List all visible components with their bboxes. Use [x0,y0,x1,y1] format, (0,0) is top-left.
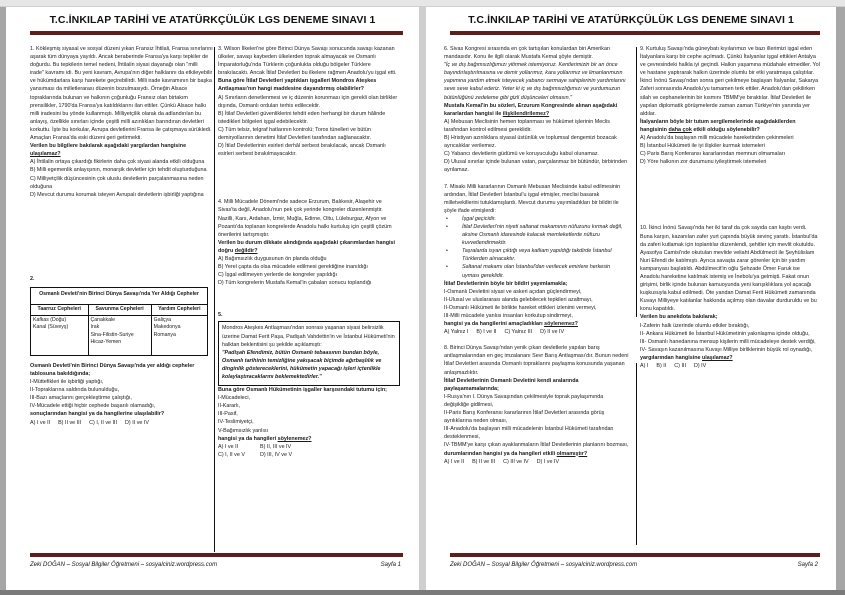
question-stem: Verilen bu anekdota bakılarak; [640,314,718,321]
question-prompt: yargılarından hangisine ulaşılamaz? [640,354,733,361]
statement: II-Topraklarına saldırıda bulunulduğu, [30,387,119,394]
page-title: T.C.İNKILAP TARİHİ VE ATATÜRKÇÜLÜK LGS DENEME SINAVI 1 [468,14,794,26]
footer-author: Zeki DOĞAN – Sosyal Bilgiler Öğretmeni – sosyalciniz.wordpress.com [450,562,638,568]
question-stem: Buna göre İtilaf Devletleri yaptıkları işgalleri Mondros Ateşkes Antlaşması'nın hangi maddesine dayandırmış olabilirler? [218,78,377,93]
box-text: Mondros Ateşkes Antlaşması'ndan sonrası yaşanan siyasi belirsizlik üzerine Damat Ferit Paşa, Padişah Vahdettin'in ve İstanbul Hükümeti'nin halktan beklentisini şu şekilde açıklamıştı: [222,325,395,348]
option-d: D) Ulusal sınırlar içinde bulunan vatan, parçalanmaz bir bütündür, birbirinden ayrılamaz. [444,159,628,174]
statement: II-Paris Barış Konferansı kararlarının İtilaf Devletleri arasında görüş ayrılıklarına neden olması, [444,410,605,425]
statement: IV-Mücadele ettiği hiçbir cephede başarılı olamadığı, [30,403,156,410]
question-body: 9. Kurtuluş Savaşı'nda güneybatı kıyılarımızı ve bazı illerimizi işgal eden İtalyanlara karşı bir cephe açılmadı. Çünkü İtalyanlar işgal ettikleri Antalya ve çevresindeki halkla iyi geçindi. Halkın yaşamına müdahale etmediler. Yol ve hastane yaptırarak halkın üzerinde olumlu bir etki yaratmaya çalıştılar. İkinci İnönü Savaşı'ndan sonra geri çekilmeye başlayan İtalyanlar, Sakarya Zaferi sonrasında Anadolu'yu tamamen terk ettiler. Anadolu'dan çekilirken silah ve cephanelerinin bir kısmını TBMM'ye bıraktılar. İtilaf Devletleri ile yapılan diplomatik görüşmelerde zaman zaman Türkiye'nin yanında yer aldılar. [640,46,820,117]
statement: IV- Savaşın kazanılmasına Kuvayı Milliye birliklerinin büyük rol oynadığı, [640,346,813,353]
options-grid [218,443,400,459]
table-caption: Osmanlı Devleti'nin Birinci Dünya Savaşı'nda Yer Aldığı Cepheler [31,287,208,305]
statement: II-Kararlı, [218,403,241,410]
question-prompt: sonuçlarından hangisi ya da hangilerine ulaşılabilir? [30,411,165,418]
table-cell: Çanakkale Irak Sina-Filistin-Suriye Hicaz-Yemen [88,315,151,355]
box-quote: "Padişah Efendimiz, bütün Osmanlı tebaasının bundan böyle, Osmanlı tarihinin temizliğine yakışacak biçimde ağırbaşlılık ve dinginlik göstereceklerini, hükümetin yapacağı işleri içtenlikle kolaylaştıracaklarını beklemektedirler." [222,349,382,380]
question-10 [640,224,820,370]
option-a: A) I ve II [30,419,51,426]
bullet-item: • Taşralarda isyan çıktığı veya katliam yapıldığı takdirde İstanbul Türklerden alınacaktır. [462,247,629,263]
column-left [30,45,213,427]
statement: IV-TBMM'ye karşı çıkan ayaklanmaların İtilaf Devletlerinin planlarını bozması, [444,442,629,449]
option-c: C) I, II ve V [218,451,245,458]
question-body: 1. Kökleşmiş siyasal ve sosyal düzeni yıkan Fransız İhtilali, Fransa sınırlarını aşarak tüm dünyaya yayıldı. Ancak beraberinde Fransa'ya karşı tepkiler de doğurdu. Bu tepkilerin temel nedeni, İhtilalin siyasi dayanağı olan "milli irade" kavramı idi. Bu yeni kavram, Avrupa'nın diğer halklarını da etkileyebilir ve hükümdarlara karşı harekete geçirebilirdi. Milli irade kavramının bir başka yansıması da milletlerarası düzenin bozulmasıydı. Örneğin Alsace topraklarında bulunan ve halkının çoğunluğu Fransız olan birtakım prensilikler, 1790'da Fransa'ya katıldıklarını ilan ettiler. Çünkü Alsace halkı milli iradesini bu yönde kullanmıştı. Milliyetçilik olarak da adlandırılan bu anlayış, özellikle sınırları içinde çeşitli milli azınlıkları barındıran devletleri korkuttu. İşte bu korkular, Avrupa devletlerini Fransa ile çatışmaya sürükledi. Amaçları Fransa'da eski düzeni geri getirmekti. [30,46,213,142]
table-header: Savunma Cepheleri [88,305,151,316]
viewer-top-bar [0,0,845,7]
options-row [444,458,629,466]
option-a: A) I [640,363,649,369]
question-stem: Mustafa Kemal'in bu sözleri, Erzurum Kongresinde alınan aşağıdaki kararlardan hangisi ile ilişkilendirilemez? [444,102,618,117]
statement: III-Anadolu'da başlayan milli mücadelenin İstanbul Hükümeti tarafından desteklenmesi, [444,426,614,441]
bullet-item: • Saltanat makamı olan İstanbul'dan verilecek emirlere herkesin uyması gereklidir. [462,263,629,279]
option-d: D) III, IV ve V [260,451,293,458]
question-2 [30,275,213,427]
question-body: 4. Milli Mücadele Dönemi'nde sadece Erzurum, Balıkesir, Alaşehir ve Sivas'ta değil, Anadolu'nun pek çok yerinde kongreler düzenlenmiştir. Nazilli, Kars, Ardahan, İzmir, Muğla, Edirne, Oltu, Lüleburgaz, Afyon ve Pozantı'da toplanan kongrelerde Anadolu halkı kurtuluş için çeşitli çözüm önerilerini tartışmıştır. [218,199,392,238]
question-stem: İtalyanların böyle bir tutum sergilemelerinde aşağıdakilerden hangisinin daha çok etkili olduğu söylenebilir? [640,118,796,133]
footer-rule [450,553,820,557]
question-7 [444,183,629,337]
question-body: 7. Misakı Milli kararlarının Osmanlı Mebusan Meclisinde kabul edilmesinin ardından, İtilaf Devletleri İstanbul'u işgal etmişler, meclisi basarak milletvekillerini tutuklamışlardı. Mevcut durumu yayımladıkları bir bildiri ile şöyle ifade etmişlerdi: [444,183,621,214]
statement: II-Osmanlı Hükümeti ile birlikte hareket ettikleri izlenimi vermeyi, [444,304,597,311]
statement: III-Bazı amaçlarını gerçekleştirme çalıştığı, [30,395,132,402]
option-d: D) Mevcut durumu korumak isteyen Avrupalı devletlerin işbirliği yaptığına [30,191,204,198]
option-d: D) İtilaf Devletlerinin esirleri derhâl serbest bırakılacak, ancak Osmanlı esirleri serbest bırakılmayacaktır. [218,143,386,158]
option-d: D) Yöre halkının zor durumunu iyileştirmek istemeleri [640,159,767,166]
question-body: 10. İkinci İnönü Savaşı'nda her iki taraf da çok sayıda can kaybı verdi. Buna karşın, kazanılan zafer yurt çapında büyük sevinç yarattı. İstanbul'da da zaferi kutlamak için toplantılar düzenlendi, şehitler için mevlit okutuldu. Ayasofya Camisi'nde okutulan mevlide veliaht Abdülmecit ile Şeyhülislam Nuri Efendi de katılmıştı. Ayrıca savaşta zarar görenler için bir yardım kampanyası başlatıldı. Abdülmecit'in oğlu Şehzade Ömer Faruk ise Anadolu hareketine katılmak istemiş ve İnebolu'ya gelmişti. Fakat onun girişimi, birlik içinde bulunan kamuoyunda yeni karışıklıklara yol açacağı kuşkusuyla kabul edilmedi. Öte yandan Damat Ferit Hükümeti zamanında Kuvayı Milliyeye katılanlar hakkında açılmış olan davalar durduruldu ve bu konu kapatıldı. [640,225,818,313]
title-rule [30,31,403,35]
option-d: D) II ve IV [540,329,565,336]
statement: IV-Teslimiyetçi, [218,419,254,426]
question-stem: Osmanlı Devleti'nin Birinci Dünya Savaşı'nda yer aldığı cepheler tablosuna bakıldığında; [30,362,195,377]
column-divider [636,363,637,545]
option-d: D) II ve IV [125,419,149,426]
statement: II- Ankara Hükümeti ile İstanbul Hükümetinin yakınlaşma içinde olduğu, [640,330,810,337]
bullet-list [444,215,629,280]
question-stem: İtilaf Devletlerinin Osmanlı Devletini kendi aralarında paylaşamamalarında; [444,377,579,392]
question-8 [444,344,629,465]
option-b: B) Hristiyan azınlıklara siyasal üstünlük ve toplumsal dengemizi bozacak ayrıcalıklar verilemez. [444,135,617,150]
footer-author: Zeki DOĞAN – Sosyal Bilgiler Öğretmeni – sosyalciniz.wordpress.com [30,562,218,568]
option-b: B) II ve III [58,419,82,426]
column-right [640,45,820,370]
question-number: 2. [30,275,35,282]
question-prompt: hangisi ya da hangileri söylenemez? [218,435,312,442]
option-c: C) III ve IV [503,458,529,465]
option-a: A) I ve II [218,443,239,450]
bullet-item: • İtilaf Devletleri'nin niyeti saltanat makamının nüfuzunu kırmak değil, aksine Osmanlı idaresinde kalacak memleketlerde nüfuzu kuvvetlendirmektir. [462,223,629,247]
quote-box [218,321,400,386]
option-a: A) I ve II [444,458,465,465]
option-b: B) İtilaf Devletleri güvenliklerini tehdit eden herhangi bir durum hâlinde istedikleri bölgeleri işgal edebilecektir. [218,110,386,125]
option-d: D) I ve IV [536,458,560,465]
question-3 [218,45,400,158]
footer-rule [30,553,403,557]
question-stem: Verilen bu bilgilere bakılarak aşağıdaki yargılardan hangisine ulaşılamaz? [30,143,187,158]
table-cell: Kafkas (Doğu) Kanal (Süveyş) [31,315,89,355]
question-body: 8. Birinci Dünya Savaşı'ndan yenik çıkan devletlerle yapılan barış antlaşmalarından en geç imzalananı Sevr Barış Antlaşması'dır. Bunun nedeni İtilaf Devletleri arasında Osmanlı topraklarını paylaşma konusunda yaşanan anlaşmazlıktır. [444,345,629,376]
statement: I-Mücadeleci, [218,395,251,402]
statement: I-Müttefikleri ile işbirliği yaptığı, [30,379,104,386]
question-stem: Buna göre Osmanlı Hükümetinin işgaller karşısındaki tutumu için; [218,387,387,394]
option-b: B) Yerel çapta da olsa mücadele edilmesi gerektiğine inanıldığı [218,264,368,271]
option-a: A) İhtilalin ortaya çıkardığı fikirlerin daha çok siyasi alanda etkili olduğuna [30,159,205,166]
fronts-table [30,287,208,356]
question-prompt: durumlarından hangisi ya da hangileri etkili olmamıştır? [444,450,588,457]
viewer-bottom-bar [0,590,845,595]
statement: III- Osmanlı hanedanına mensup kişilerin milli mücadeleye destek verdiği, [640,338,816,345]
option-c: C) Paris Barış Konferansı kararlarından memnun olmamaları [640,151,786,158]
statement: V-Bağımsızlık yanlısı [218,427,269,434]
page-number: Sayfa 2 [797,562,818,568]
option-a: A) Yalnız I [444,329,469,336]
question-prompt: hangisi ya da hangilerini amaçladıkları söylenemez? [444,321,578,328]
option-c: C) Milliyetçilik düşüncesinin çok uluslu devletlerin parçalanmasına neden olduğuna [30,175,204,190]
page-2 [426,7,836,590]
options-row [30,419,213,427]
options-row [444,328,629,336]
table-cell: Galiçya Makedonya Romanya [151,315,207,355]
option-b: B) I ve II [476,329,497,336]
title-rule [450,31,820,35]
question-body: 6. Sivas Kongresi sırasında en çok tartışılan konulardan biri Amerikan mandasıdır. Konu ile ilgili olarak Mustafa Kemal şöyle demiştir. [444,46,610,61]
question-body: 3. Wilson İlkeleri'ne göre Birinci Dünya Savaşı sonucunda savaşı kazanan ülkeler, savaşı kaybeden ülkelerden toprak almayacak ve Osmanlı İmparatorluğu'nda Türklerin çoğunlukta olduğu bölgeler Türklere bırakılacaktı. Ancak İtilaf Devletleri bu ilkelere rağmen Anadolu'yu işgal etti. [218,46,397,77]
option-c: C) III [674,363,686,369]
statement: I-Rusya'nın I. Dünya Savaşından çekilmesiyle toprak paylaşımında değişikliğe gidilmesi, [444,393,604,408]
column-right [218,45,400,459]
statement: I-Osmanlı Devletini siyasi ve askeri açıdan güçlendirmeyi, [444,288,582,295]
question-5 [218,311,400,459]
table-header: Taarruz Cepheleri [31,305,89,316]
question-quote: "İç ve dış bağımsızlığımızı yitirmek istemiyoruz. Kentlerimizin bir an önce bayındırlaştırılmasına ve demir yollarımız, kara yollarımız ve limanlarımızın yapımına yardım etmek isteyecek yabancı sermaye sahiplerinin yardımlarını seve seve kabul ederiz. Yeter ki iç ve dış bağımsızlığımızı ve yurdumuzun bütünlüğünü zedeleme gibi gizli düşünceleri olmasın." [444,62,626,101]
option-c: C) İşgal edilmeyen yerlerde de kongreler yapıldığı [218,272,337,279]
question-stem: Verilen bu durum dikkate alındığında aşağıdaki çıkarımlardan hangisi doğru değildir? [218,239,396,254]
question-1 [30,45,213,199]
page-number: Sayfa 1 [380,562,401,568]
question-stem: İtilaf Devletlerinin böyle bir bildiri yayımlamakla; [444,280,568,287]
option-b: B) II [656,363,667,369]
option-b: B) II ve III [472,458,496,465]
question-9 [640,45,820,166]
page-gutter [419,7,426,590]
option-c: C) Yalnız III [504,329,533,336]
statement: III-Pasif, [218,411,238,418]
option-c: C) Tüm telsiz, telgraf hatlarının kontrolü; Toros tünelleri ve bütün demiryollarının denetimi İtilaf Devletleri tarafından sağlanacaktır. [218,126,372,142]
option-c: C) I, II ve III [89,419,118,426]
option-a: A) Anadolu'da başlayan milli mücadele hareketinden çekinmeleri [640,135,794,142]
option-a: A) Mebusan Meclisinin hemen toplanması ve hükümet işlerinin Meclis tarafından kontrol edilmesi gereklidir. [444,118,610,133]
page-1 [6,7,419,590]
options-row [640,362,820,370]
viewer-scrollbar[interactable] [836,7,845,590]
bullet-item: • İşgal geçicidir. [462,215,629,223]
option-a: A) Sınırların denetlenmesi ve iç düzenin korunması için gerekli olan birlikler dışında, Osmanlı orduları terhis edilecektir. [218,94,398,109]
option-b: B) II, III ve IV [260,443,292,450]
column-divider [214,47,215,552]
statement: II-Ulusal ve uluslararası alanda gelebilecek tepkileri azaltmayı, [444,296,593,303]
question-6 [444,45,629,175]
option-a: A) Bağımsızlık duygusunun ön planda olduğu [218,255,327,262]
statement: I-Zaferin halk üzerinde olumlu etkiler bıraktığı, [640,322,750,329]
column-left [444,45,629,466]
table-header: Yardım Cepheleri [151,305,207,316]
option-d: D) IV [693,363,707,369]
option-b: B) Milli egemenlik anlayışının, monarşik devletler için tehdit oluşturduğuna [30,167,207,174]
question-4 [218,198,400,287]
option-b: B) İstanbul Hükümeti ile iyi ilişkiler kurmak istemeleri [640,143,765,150]
statement: III-Milli mücadele yanlısı insanları korkutup sindirmeyi, [444,313,573,319]
option-c: C) Yabancı devletlerin güdümü ve koruyuculuğu kabul olunamaz. [444,151,600,158]
column-divider [636,47,637,317]
option-d: D) Tüm kongrelerin Mustafa Kemal'in çabaları sonucu toplandığı [218,280,372,287]
page-title: T.C.İNKILAP TARİHİ VE ATATÜRKÇÜLÜK LGS DENEME SINAVI 1 [49,14,376,26]
question-number: 5. [218,312,223,319]
